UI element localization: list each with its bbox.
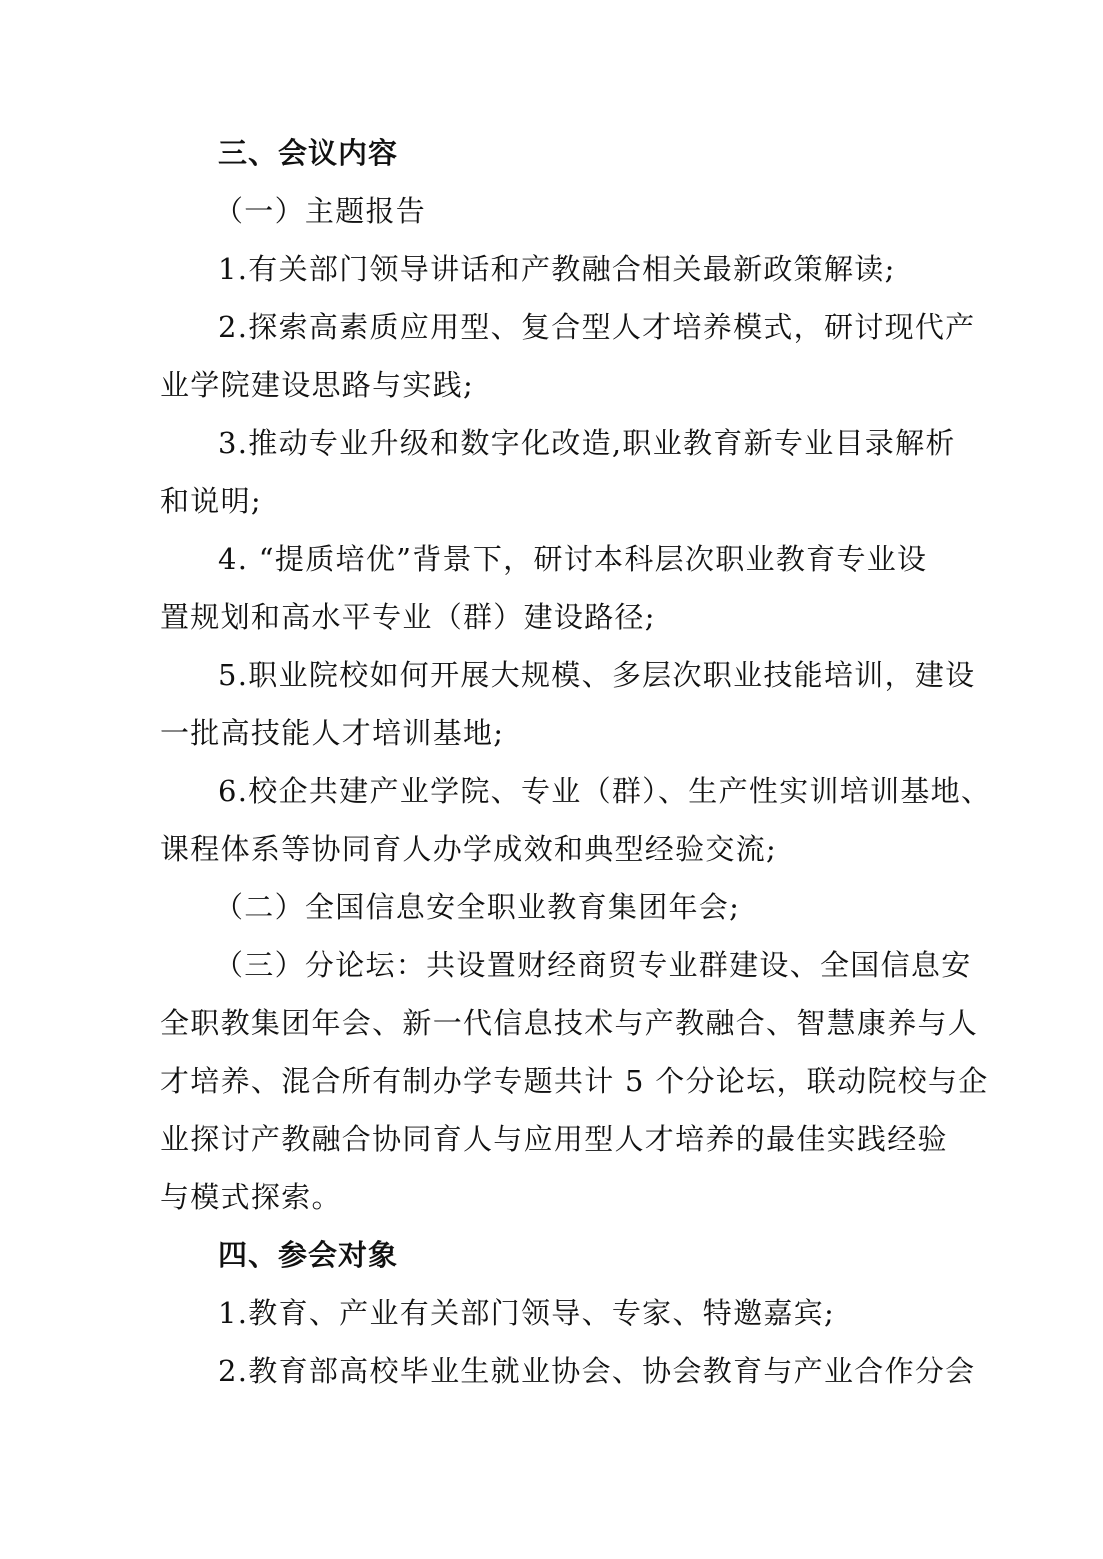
keynote-item-2-line-1: 2.探索高素质应用型、复合型人才培养模式，研讨现代产 <box>218 310 976 344</box>
keynote-item-5-line-2: 一批高技能人才培训基地; <box>160 716 505 750</box>
forum-paragraph-line-1: （三）分论坛：共设置财经商贸专业群建设、全国信息安 <box>214 948 972 982</box>
participant-item-2: 2.教育部高校毕业生就业协会、协会教育与产业合作分会 <box>218 1354 976 1388</box>
keynote-item-5-line-1: 5.职业院校如何开展大规模、多层次职业技能培训，建设 <box>218 658 976 692</box>
forum-paragraph-line-3: 才培养、混合所有制办学专题共计 5 个分论坛，联动院校与企 <box>160 1064 989 1098</box>
subsection-title-keynote: （一）主题报告 <box>214 194 427 228</box>
keynote-item-1: 1.有关部门领导讲话和产教融合相关最新政策解读; <box>218 252 896 286</box>
keynote-item-4-line-1: 4. “提质培优”背景下，研讨本科层次职业教育专业设 <box>218 542 928 576</box>
subsection-title-annual-meeting: （二）全国信息安全职业教育集团年会; <box>214 890 741 924</box>
section-heading-participants: 四、参会对象 <box>218 1238 399 1272</box>
forum-paragraph-line-4: 业探讨产教融合协同育人与应用型人才培养的最佳实践经验 <box>160 1122 948 1156</box>
participant-item-1: 1.教育、产业有关部门领导、专家、特邀嘉宾; <box>218 1296 836 1330</box>
forum-paragraph-line-5: 与模式探索。 <box>160 1180 342 1214</box>
keynote-item-6-line-1: 6.校企共建产业学院、专业（群）、生产性实训培训基地、 <box>218 774 992 808</box>
forum-paragraph-line-2: 全职教集团年会、新一代信息技术与产教融合、智慧康养与人 <box>160 1006 979 1040</box>
keynote-item-2-line-2: 业学院建设思路与实践; <box>160 368 475 402</box>
keynote-item-3-line-2: 和说明; <box>160 484 262 518</box>
keynote-item-4-line-2: 置规划和高水平专业（群）建设路径; <box>160 600 656 634</box>
keynote-item-6-line-2: 课程体系等协同育人办学成效和典型经验交流; <box>160 832 778 866</box>
section-heading-meeting-content: 三、会议内容 <box>218 136 399 170</box>
keynote-item-3-line-1: 3.推动专业升级和数字化改造,职业教育新专业目录解析 <box>218 426 956 460</box>
